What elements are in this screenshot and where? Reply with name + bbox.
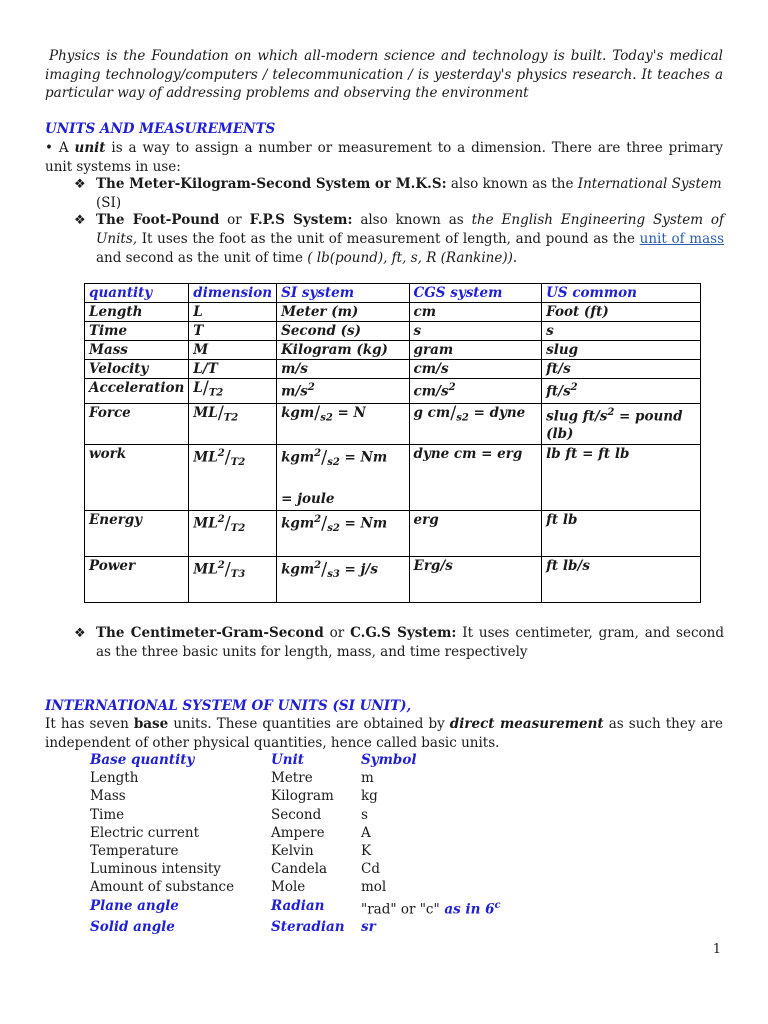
si-base-units-list (90, 751, 561, 937)
bullet-dot: • (45, 140, 53, 156)
si-paragraph: It has seven base units. These quantities are obtained by direct measurement as such they are independent of other physical quantities, hence called basic units. (45, 716, 724, 751)
table-row: Energy $ML^2/_{T2}$ $kgm^2/_{s2} = Nm$ erg ft lb (85, 510, 701, 556)
units-heading: UNITS AND MEASUREMENTS (45, 121, 276, 137)
table-row: Time T Second (s) s s (85, 322, 701, 341)
unit-bullet: • A unit is a way to assign a number or measurement to a dimension. There are three primary unit systems in use: (45, 140, 723, 175)
list-item: Length Metre m (90, 770, 374, 787)
dimension-fraction: $ML^2/_{T3}$ (189, 556, 277, 602)
dimension-fraction: $ML^2/_{T2}$ (189, 510, 277, 556)
diamond-bullet-icon: ❖ (74, 177, 86, 192)
table-row: Force $ML/_{T2}$ kgm/$_{s2} = N$ g $cm/_{s2}$ = dyne slug $ft/s^2$ = pound (lb) (85, 403, 701, 444)
table-header-row: quantity dimension SI system CGS system US common (85, 284, 701, 303)
table-row: Power $ML^2/_{T3}$ $kgm^2/_{s3} = j/s$ Erg/s ft lb/s (85, 556, 701, 602)
dimension-fraction: $ML/_{T2}$ (189, 403, 277, 444)
list-item-plane-angle: Plane angle Radian "rad" or "c" as in 6$^c$ (90, 897, 501, 918)
fps-item: ❖ The Foot-Pound or F.P.S System: also known as the English Engineering System of Units, It uses the foot as the unit of measurement of length, and pound as the unit of mass and second as the unit of time ( lb(pound), ft, s, R (Rankine)). (74, 212, 724, 266)
cgs-item: ❖ The Centimeter-Gram-Second or C.G.S System: It uses centimeter, gram, and second as the three basic units for length, mass, and time respectively (74, 625, 724, 660)
units-table (84, 283, 701, 603)
list-item: Mass Kilogram kg (90, 788, 378, 805)
mks-item: ❖ The Meter-Kilogram-Second System or M.K.S: also known as the International System (SI) (74, 176, 722, 211)
si-header-row: Base quantity Unit Symbol (90, 752, 417, 768)
table-row: Mass M Kilogram (kg) gram slug (85, 341, 701, 360)
list-item: Luminous intensity Candela Cd (90, 861, 380, 878)
unit-term: unit (74, 140, 106, 156)
list-item-solid-angle: Solid angle Steradian sr (90, 919, 376, 936)
diamond-bullet-icon: ❖ (74, 626, 86, 641)
list-item: Time Second s (90, 806, 368, 823)
diamond-bullet-icon: ❖ (74, 213, 86, 228)
table-row: Velocity L/T m/s cm/s ft/s (85, 360, 701, 379)
dimension-fraction: $ML^2/_{T2}$ (189, 444, 277, 510)
intro-paragraph: Physics is the Foundation on which all-modern science and technology is built. Today's medical imaging technology/computers / telecommunication / is yesterday's physics research. It teaches a particular way of addressing problems and observing the environment (45, 48, 723, 101)
table-row: Acceleration $L/_{T2}$ $m/s^2$ $cm/s^2$ $ft/s^2$ (85, 379, 701, 404)
list-item: Temperature Kelvin K (90, 843, 372, 860)
table-row: Length L Meter (m) cm Foot (ft) (85, 303, 701, 322)
page-number: 1 (712, 942, 721, 957)
table-row: work $ML^2/_{T2}$ $kgm^2/_{s2} = Nm$ = joule dyne cm = erg lb ft = ft lb (85, 444, 701, 510)
list-item: Amount of substance Mole mol (90, 879, 387, 896)
dimension-fraction: $L/_{T2}$ (189, 379, 277, 404)
list-item: Electric current Ampere A (90, 824, 371, 841)
unit-of-mass-link[interactable]: unit of mass (639, 231, 724, 247)
si-heading: INTERNATIONAL SYSTEM OF UNITS (SI UNIT), (45, 698, 412, 714)
